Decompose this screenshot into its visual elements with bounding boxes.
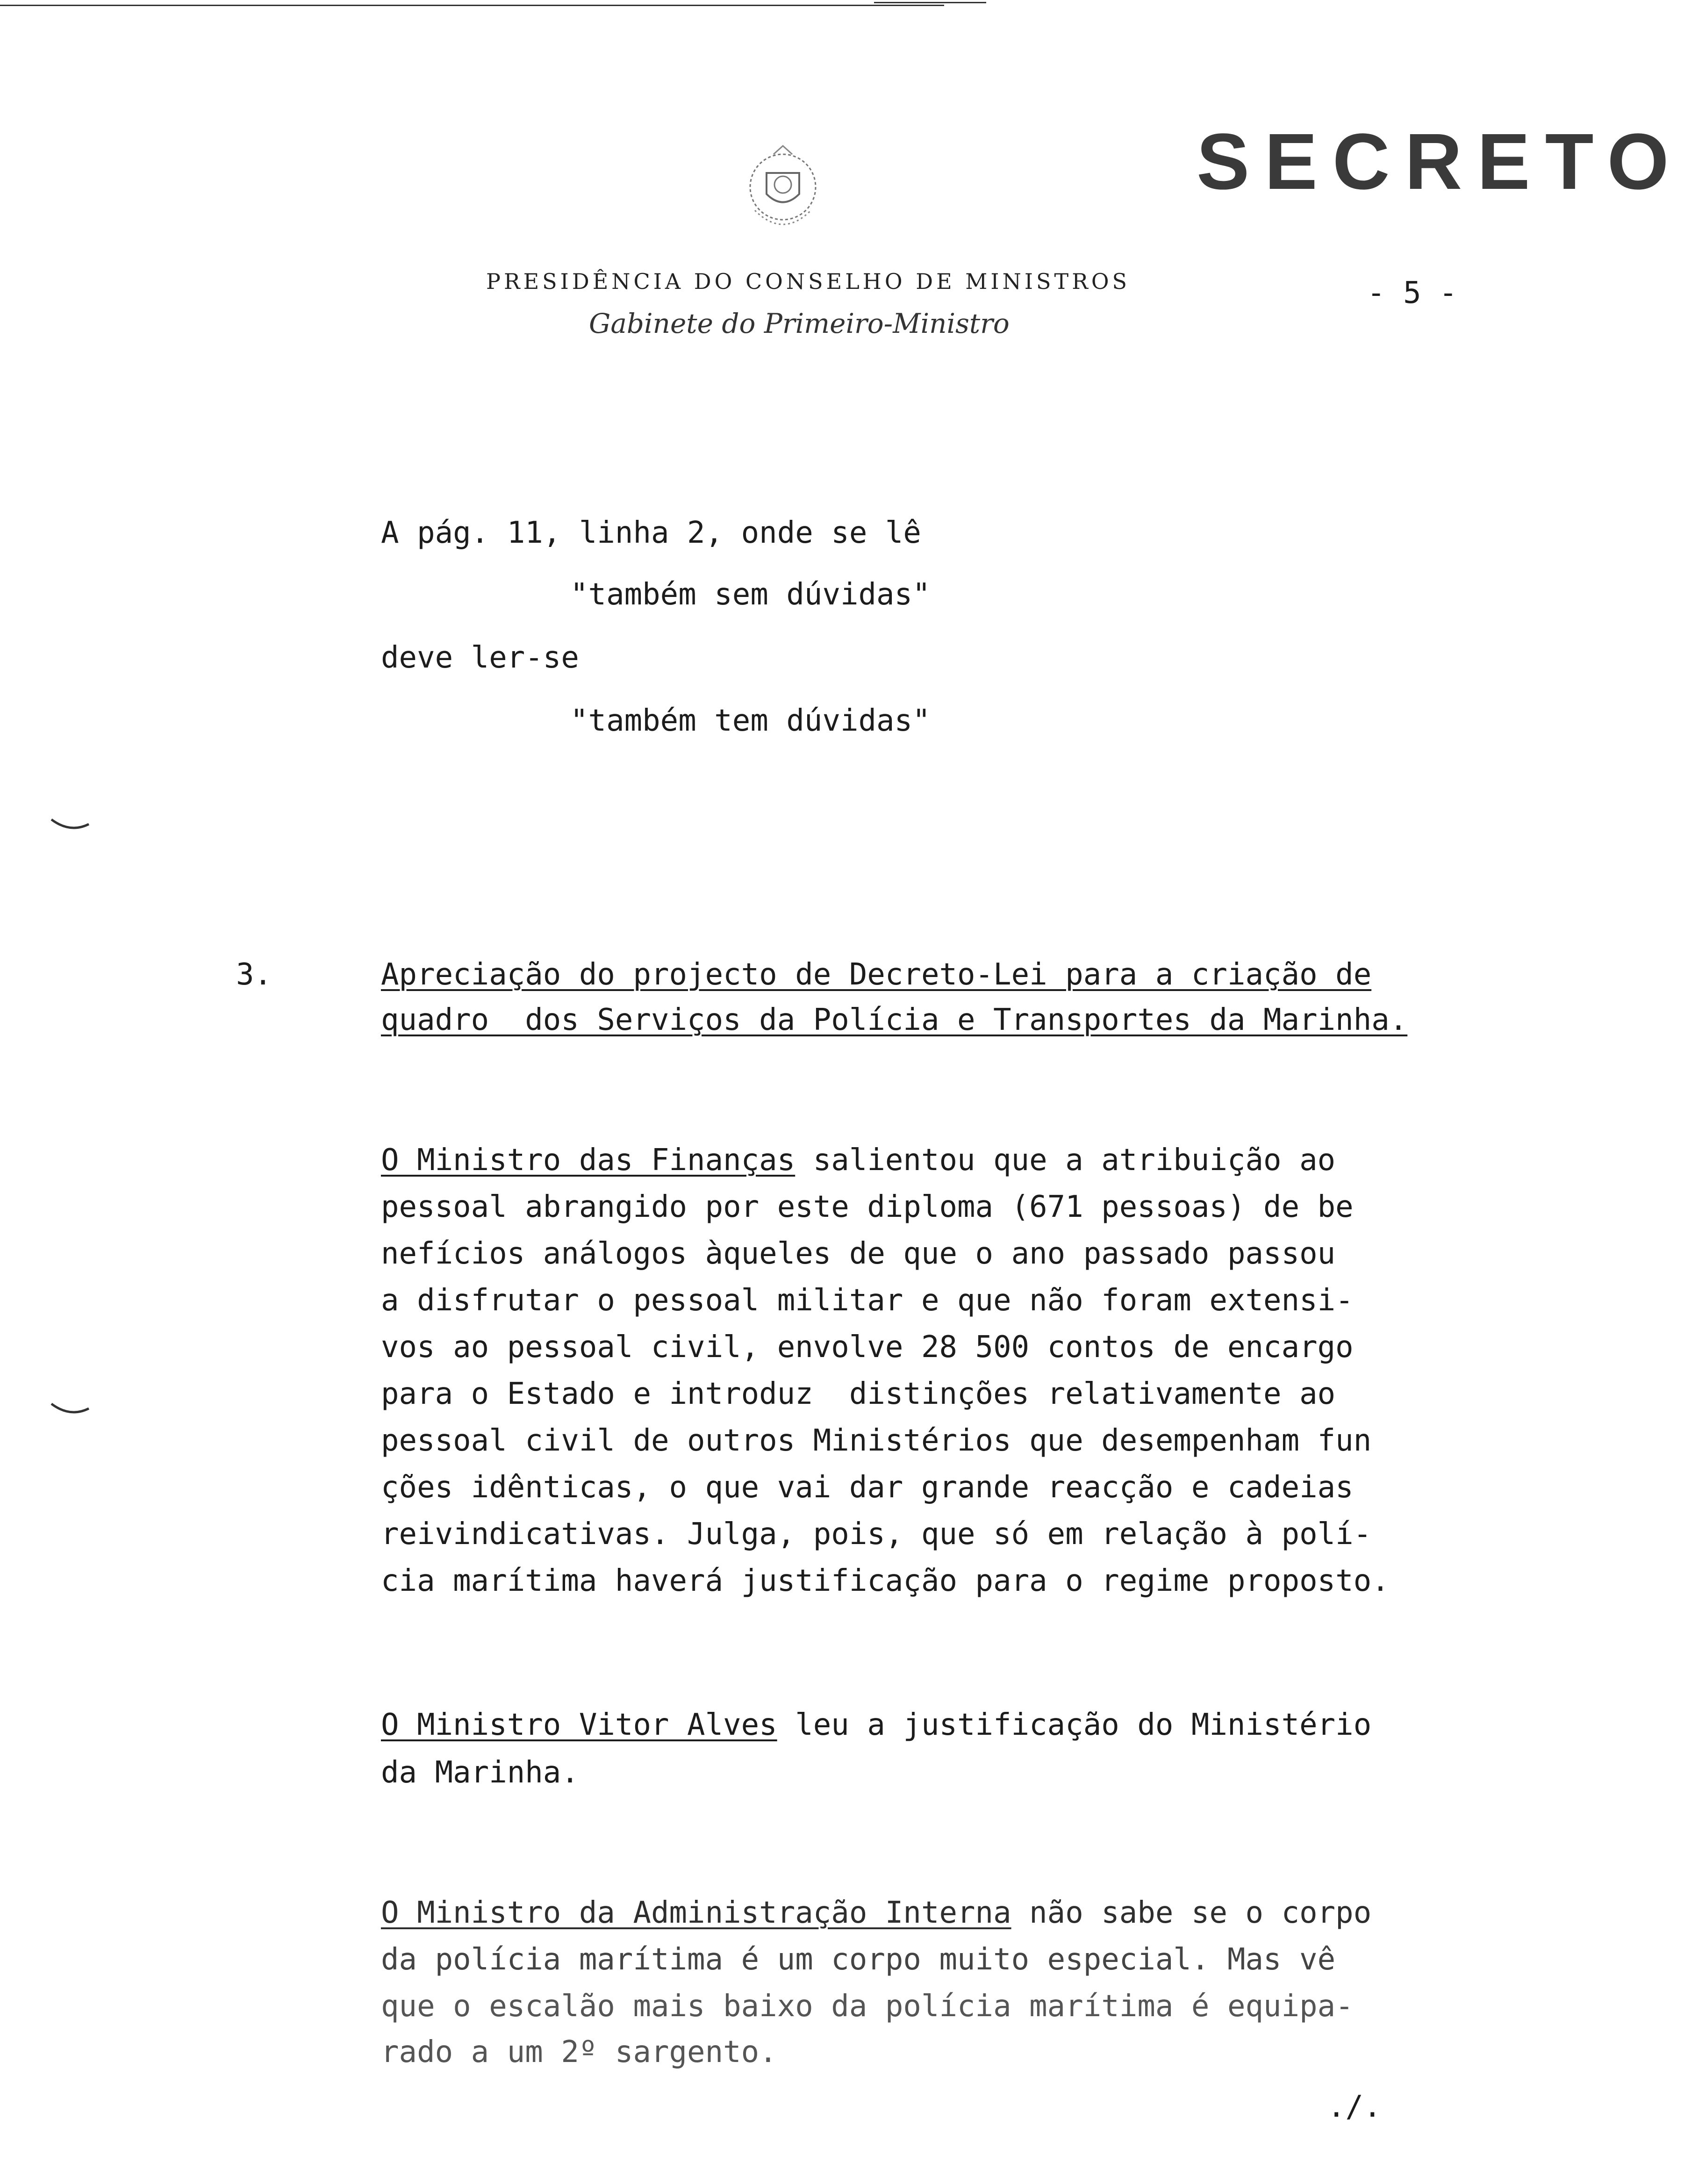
errata-should-read: deve ler-se xyxy=(381,640,579,675)
errata-correct: "também tem dúvidas" xyxy=(570,704,931,738)
para3-line1 xyxy=(381,1898,1371,1928)
para1-line: ções idênticas, o que vai dar grande reacção e cadeias xyxy=(381,1470,1354,1505)
page-number: - 5 - xyxy=(1367,276,1457,310)
para1-line: vos ao pessoal civil, envolve 28 500 contos de encargo xyxy=(381,1330,1354,1365)
para1-line: nefícios análogos àqueles de que o ano passado passou xyxy=(381,1236,1336,1271)
para3-line: que o escalão mais baixo da polícia marítima é equipa- xyxy=(381,1989,1354,2024)
para1-line: para o Estado e introduz distinções relativamente ao xyxy=(381,1377,1336,1411)
para3-line: da polícia marítima é um corpo muito especial. Mas vê xyxy=(381,1942,1336,1977)
para1-line: cia marítima haverá justificação para o regime proposto. xyxy=(381,1564,1390,1598)
coat-of-arms-emblem xyxy=(727,140,839,248)
para1-line: pessoal abrangido por este diploma (671 pessoas) de be xyxy=(381,1190,1354,1224)
para2-line1-text: leu a justificação do Ministério xyxy=(777,1708,1372,1742)
para2-line: da Marinha. xyxy=(381,1755,579,1790)
item-number: 3. xyxy=(236,957,272,992)
top-rule-right xyxy=(874,2,986,3)
institution-header: PRESIDÊNCIA DO CONSELHO DE MINISTROS xyxy=(486,269,1131,294)
item-title-line2: quadro dos Serviços da Polícia e Transportes da Marinha. xyxy=(381,1003,1408,1037)
continuation-mark: ./. xyxy=(1327,2090,1382,2124)
errata-intro: A pág. 11, linha 2, onde se lê xyxy=(381,516,921,550)
para1-line1 xyxy=(381,1143,1336,1178)
top-rule-left xyxy=(0,5,944,6)
para1-speaker: O Ministro das Finanças xyxy=(381,1143,795,1178)
para1-line1-text: salientou que a atribuição ao xyxy=(795,1143,1336,1178)
para2-speaker: O Ministro Vitor Alves xyxy=(381,1708,777,1742)
para1-line: a disfrutar o pessoal militar e que não foram extensi- xyxy=(381,1283,1354,1318)
secret-stamp: SECRETO xyxy=(1197,117,1684,206)
para2-line1 xyxy=(381,1710,1371,1740)
para3-speaker: O Ministro da Administração Interna xyxy=(381,1896,1011,1930)
margin-mark xyxy=(49,816,91,834)
para3-line1-text: não sabe se o corpo xyxy=(1011,1896,1372,1930)
para1-line: reivindicativas. Julga, pois, que só em relação à polí- xyxy=(381,1517,1372,1552)
margin-mark xyxy=(49,1400,91,1419)
office-header: Gabinete do Primeiro-Ministro xyxy=(589,308,1010,339)
errata-wrong: "também sem dúvidas" xyxy=(570,577,931,612)
para1-line: pessoal civil de outros Ministérios que desempenham fun xyxy=(381,1423,1372,1458)
item-title-line1: Apreciação do projecto de Decreto-Lei para a criação de xyxy=(381,957,1372,992)
para3-line: rado a um 2º sargento. xyxy=(381,2035,777,2069)
